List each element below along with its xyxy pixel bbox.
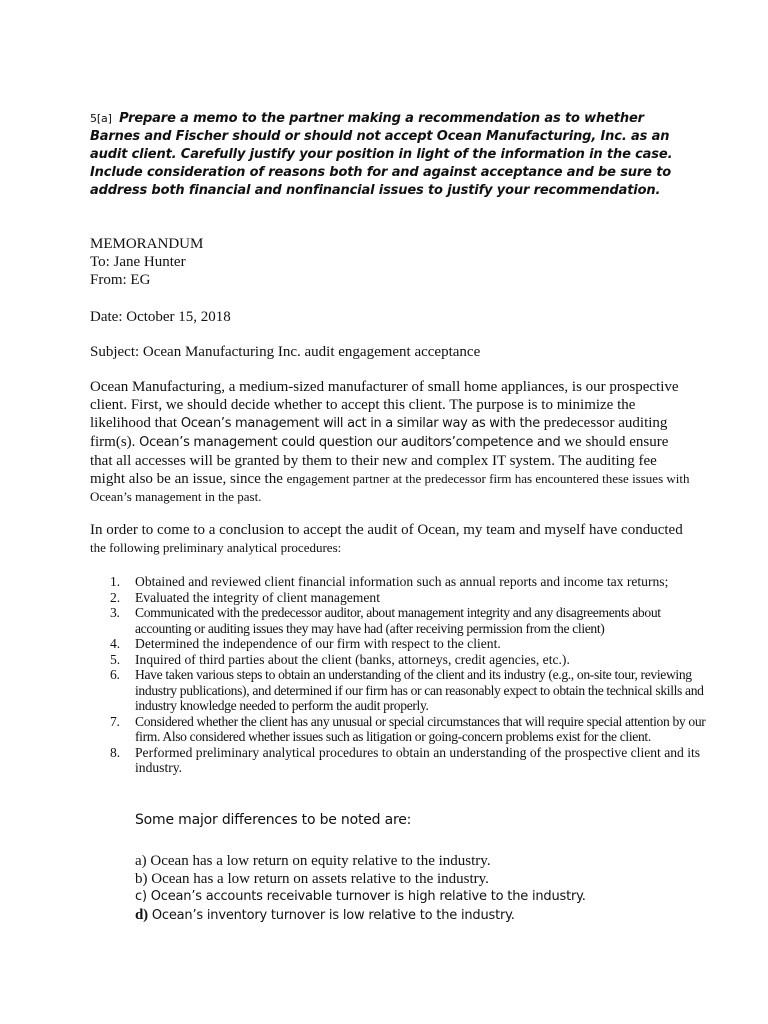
list-item: [110, 652, 710, 668]
procedures-list: [110, 574, 710, 776]
list-item-text: Inquired of third parties about the client (banks, attorneys, credit agencies, etc.).: [135, 651, 570, 667]
intro-text-5: we should ensure that all accesses will be granted by them to their new and complex IT system. The auditing fee might also be an issue, since the: [90, 434, 669, 487]
memo-from: From: EG: [90, 272, 151, 288]
list-item: [110, 714, 710, 745]
list-item-text: Communicated with the predecessor auditor, about management integrity and any disagreements about accounting or auditing issues they may have had (after receiving permission from the client): [135, 605, 661, 636]
list-item: [110, 574, 710, 590]
differences-list: [135, 852, 586, 924]
difference-c: c) Ocean’s accounts receivable turnover is high relative to the industry.: [135, 889, 586, 904]
list-item: [110, 667, 710, 714]
intro-text-2: Ocean’s management will act in a similar way as with the: [180, 416, 540, 431]
intro-text-6: engagement partner at the predecessor firm has encountered these issues with Ocean’s management in the past.: [90, 471, 690, 504]
list-item: [110, 590, 710, 606]
list-item-number: 6.: [110, 667, 120, 682]
list-item-number: 7.: [110, 713, 120, 729]
list-item-text: Performed preliminary analytical procedures to obtain an understanding of the prospective client and its industry.: [135, 744, 701, 775]
memo-heading: MEMORANDUM: [90, 236, 204, 252]
list-item-text: Evaluated the integrity of client management: [135, 589, 380, 605]
procedures-intro-text-2: the following preliminary analytical procedures:: [90, 540, 342, 555]
memo-header: [90, 235, 203, 289]
list-item-number: 8.: [110, 744, 121, 760]
list-item-number: 5.: [110, 651, 121, 667]
memo-to: To: Jane Hunter: [90, 254, 186, 270]
difference-a: a) Ocean has a low return on equity relative to the industry.: [135, 853, 491, 869]
intro-text-3: predecessor auditing firm(s).: [90, 415, 668, 450]
list-item-number: 2.: [110, 589, 121, 605]
memo-date: Date: October 15, 2018: [90, 309, 231, 325]
list-item-text: Determined the independence of our firm with respect to the client.: [135, 636, 501, 651]
list-item-text: Obtained and reviewed client financial information such as annual reports and income tax returns;: [135, 574, 669, 589]
list-item: [110, 745, 710, 776]
list-item-number: 3.: [110, 605, 120, 620]
intro-paragraph: [90, 378, 690, 506]
assignment-prompt: [90, 110, 680, 200]
prompt-text: Prepare a memo to the partner making a recommendation as to whether Barnes and Fischer should or should not accept Ocean Manufacturing, Inc. as an audit client. Carefully justify your position in light of the information in the case. Include consideration of reasons both for and against acceptance and be sure to address both financial and nonfinancial issues to justify your recommendation.: [90, 111, 673, 198]
memo-subject: Subject: Ocean Manufacturing Inc. audit engagement acceptance: [90, 344, 481, 360]
intro-text-4: Ocean’s management could question our auditors’competence and: [139, 435, 561, 450]
differences-heading: Some major differences to be noted are:: [135, 812, 412, 828]
procedures-intro-text-1: In order to come to a conclusion to accept the audit of Ocean, my team and myself have conducted: [90, 522, 683, 538]
procedures-intro-paragraph: [90, 521, 690, 557]
difference-d-text: Ocean’s inventory turnover is low relative to the industry.: [147, 908, 515, 923]
list-item-text: Considered whether the client has any unusual or special circumstances that will require special attention by our firm. Also considered whether issues such as litigation or going-concern problems exist for the client.: [135, 713, 706, 744]
list-item: [110, 636, 710, 652]
difference-d: [135, 906, 586, 924]
list-item: [110, 605, 710, 636]
list-item-text: Have taken various steps to obtain an understanding of the client and its industry (e.g., on-site tour, reviewing industry publications), and determined if our firm has or can reasonably expect to obtain the technical skills and industry knowledge needed to perform the audit properly.: [135, 667, 704, 713]
intro-text-1: Ocean Manufacturing, a medium-sized manufacturer of small home appliances, is our prospective client. First, we should decide whether to accept this client. The purpose is to minimize the likelihood that: [90, 379, 679, 431]
question-number: 5[a]: [90, 112, 112, 125]
list-item-number: 4.: [110, 636, 121, 651]
difference-d-label: d): [135, 907, 148, 923]
list-item-number: 1.: [110, 574, 121, 589]
difference-b: b) Ocean has a low return on assets relative to the industry.: [135, 871, 489, 887]
